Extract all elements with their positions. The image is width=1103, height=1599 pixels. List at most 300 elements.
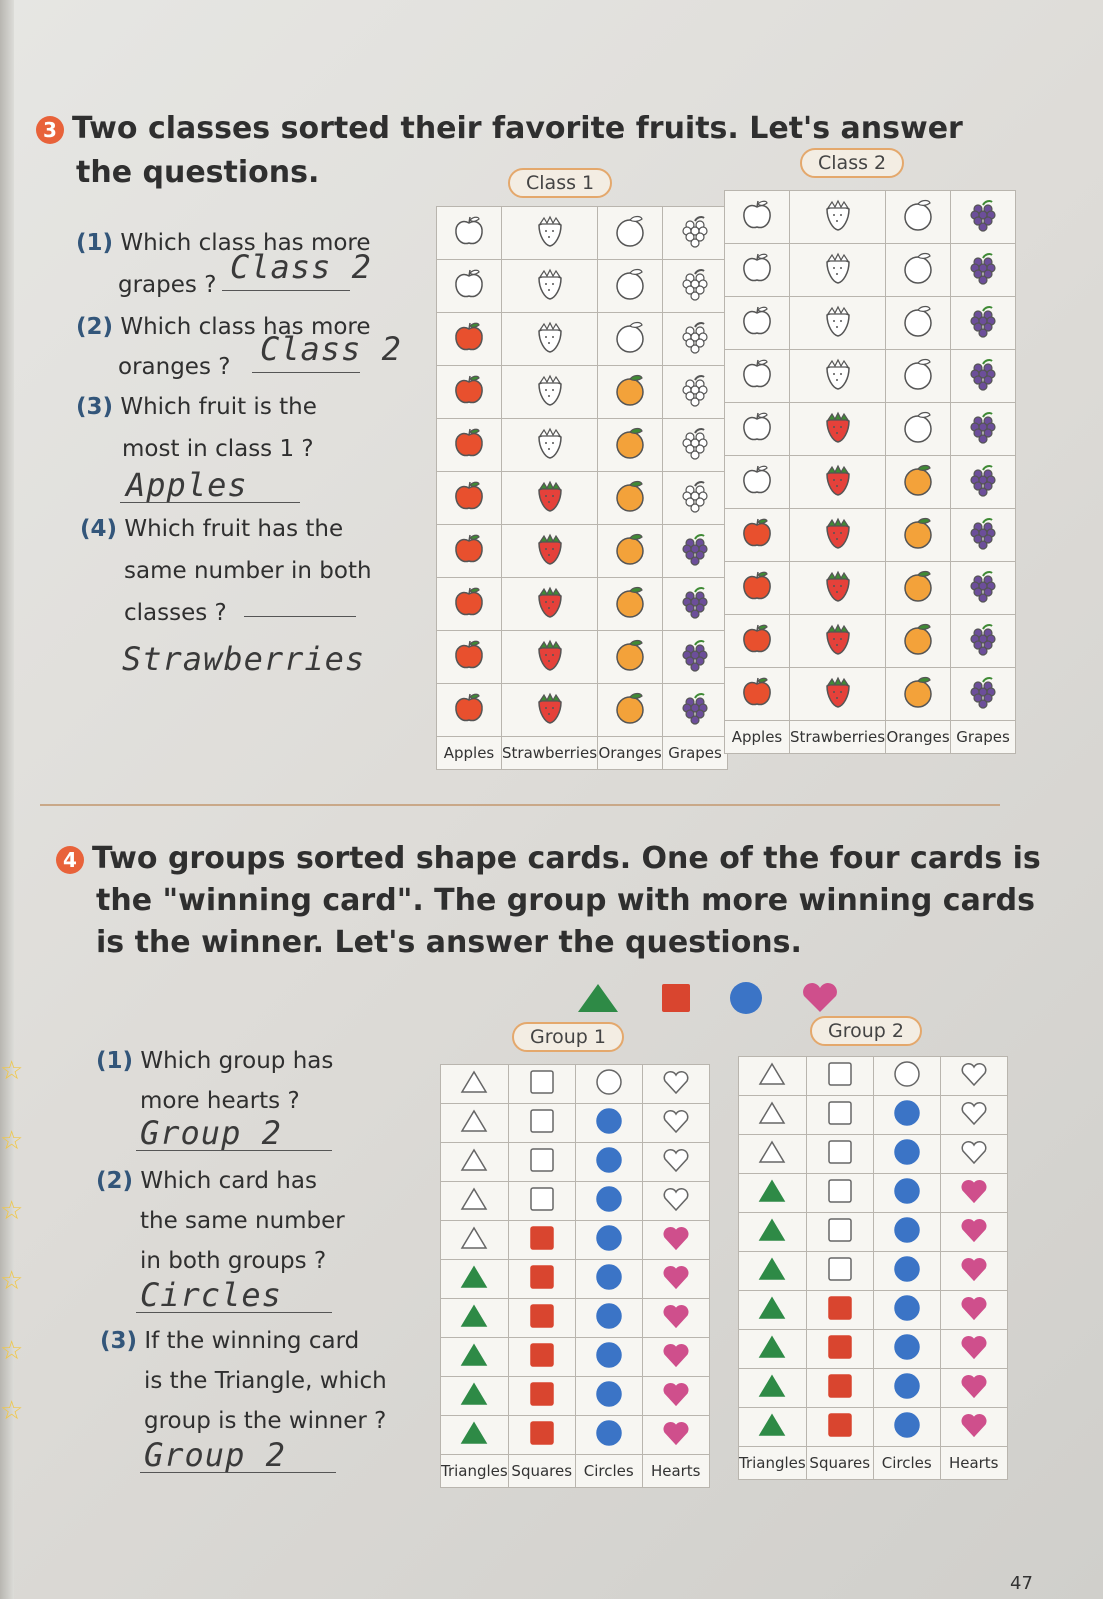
- apple-icon: [452, 214, 486, 248]
- circle-icon: [890, 1057, 924, 1091]
- q3-1-line2: grapes ?: [118, 272, 217, 298]
- triangle-icon: [457, 1143, 491, 1177]
- column-label: Hearts: [642, 1455, 709, 1488]
- strawberry-icon: [821, 622, 855, 656]
- grapes-icon: [966, 675, 1000, 709]
- square-icon: [525, 1299, 559, 1333]
- table-cell: [940, 1330, 1007, 1369]
- square-icon: [823, 1330, 857, 1364]
- q4-3-line1: (3) If the winning card: [100, 1328, 360, 1354]
- strawberry-icon: [533, 585, 567, 619]
- table-cell: [508, 1260, 575, 1299]
- table-cell: [663, 207, 728, 260]
- table-cell: [806, 1330, 873, 1369]
- grapes-icon: [966, 357, 1000, 391]
- table-cell: [725, 297, 790, 350]
- apple-icon: [740, 463, 774, 497]
- table-cell: [873, 1096, 940, 1135]
- table-cell: [502, 684, 598, 737]
- square-icon: [525, 1143, 559, 1177]
- table-cell: [886, 191, 951, 244]
- strawberry-icon: [821, 304, 855, 338]
- q3-1-line1: (1) Which class has more: [76, 230, 371, 256]
- circle-icon: [592, 1338, 626, 1372]
- table-row: [739, 1135, 1008, 1174]
- q3-2-line1: (2) Which class has more: [76, 314, 371, 340]
- circle-icon: [592, 1416, 626, 1450]
- heart-icon: [659, 1299, 693, 1333]
- q4-2-line2: the same number: [140, 1208, 345, 1234]
- table-cell: [437, 207, 502, 260]
- square-icon: [823, 1291, 857, 1325]
- circle-icon: [890, 1174, 924, 1208]
- table-row: [725, 668, 1016, 721]
- table-cell: [508, 1377, 575, 1416]
- square-icon: [525, 1338, 559, 1372]
- orange-icon: [613, 638, 647, 672]
- column-label: Squares: [806, 1447, 873, 1480]
- column-label: Grapes: [663, 737, 728, 770]
- table-cell: [725, 456, 790, 509]
- table-cell: [886, 668, 951, 721]
- table-cell: [806, 1096, 873, 1135]
- table-cell: [575, 1377, 642, 1416]
- q4-heading-line2: the "winning card". The group with more winning cards: [96, 883, 1035, 918]
- heart-icon: [659, 1182, 693, 1216]
- square-icon: [525, 1416, 559, 1450]
- table-cell: [739, 1213, 807, 1252]
- table-cell: [739, 1330, 807, 1369]
- q4-3-answer[interactable]: Group 2: [144, 1436, 286, 1474]
- table-cell: [951, 668, 1016, 721]
- table-cell: [598, 578, 663, 631]
- q3-2-answer[interactable]: Class 2: [260, 330, 402, 368]
- table-cell: [441, 1260, 509, 1299]
- table-cell: [790, 456, 886, 509]
- q3-2-line2: oranges ?: [118, 354, 231, 380]
- q4-1-answer-line: [136, 1150, 332, 1151]
- q4-2-line3: in both groups ?: [140, 1248, 327, 1274]
- table-cell: [886, 456, 951, 509]
- table-cell: [441, 1104, 509, 1143]
- grapes-icon: [966, 569, 1000, 603]
- table-cell: [940, 1213, 1007, 1252]
- circle-icon: [890, 1252, 924, 1286]
- column-label: Grapes: [951, 721, 1016, 754]
- table-cell: [951, 244, 1016, 297]
- column-label: Hearts: [940, 1447, 1007, 1480]
- square-icon: [823, 1057, 857, 1091]
- table-cell: [886, 509, 951, 562]
- table-cell: [437, 260, 502, 313]
- column-label: Apples: [437, 737, 502, 770]
- q3-heading-line2: the questions.: [76, 155, 320, 190]
- triangle-icon: [755, 1408, 789, 1442]
- table-cell: [575, 1065, 642, 1104]
- square-icon: [525, 1065, 559, 1099]
- table-cell: [642, 1143, 709, 1182]
- apple-icon: [740, 622, 774, 656]
- table-cell: [575, 1143, 642, 1182]
- table-cell: [951, 562, 1016, 615]
- table-cell: [437, 472, 502, 525]
- table-cell: [790, 350, 886, 403]
- q3-1-answer[interactable]: Class 2: [230, 248, 372, 286]
- orange-icon: [613, 585, 647, 619]
- q4-2-answer[interactable]: Circles: [140, 1276, 282, 1314]
- table-cell: [790, 668, 886, 721]
- table-cell: [886, 297, 951, 350]
- q4-3-line2: is the Triangle, which: [144, 1368, 387, 1394]
- strawberry-icon: [533, 638, 567, 672]
- table-cell: [502, 260, 598, 313]
- grapes-icon: [966, 410, 1000, 444]
- q4-number-badge: 4: [56, 846, 84, 874]
- heart-icon: [957, 1252, 991, 1286]
- circle-icon: [592, 1182, 626, 1216]
- table-row: [725, 297, 1016, 350]
- table-row: [437, 260, 728, 313]
- grapes-icon: [678, 373, 712, 407]
- table-cell: [598, 684, 663, 737]
- orange-icon: [613, 479, 647, 513]
- column-label-row: [725, 721, 1016, 754]
- table-row: [739, 1174, 1008, 1213]
- grapes-icon: [678, 320, 712, 354]
- table-cell: [663, 472, 728, 525]
- orange-icon: [613, 267, 647, 301]
- table-cell: [951, 297, 1016, 350]
- heart-icon: [957, 1369, 991, 1403]
- table-row: [739, 1330, 1008, 1369]
- table-cell: [598, 472, 663, 525]
- q3-4-line2: same number in both: [124, 558, 372, 584]
- q4-3-answer-line: [140, 1472, 336, 1473]
- orange-icon: [901, 569, 935, 603]
- apple-icon: [740, 357, 774, 391]
- table-cell: [437, 366, 502, 419]
- table-cell: [806, 1291, 873, 1330]
- q4-heading-line1: 4 Two groups sorted shape cards. One of the four cards is: [56, 838, 1041, 880]
- q3-2-answer-line: [252, 372, 360, 373]
- heart-icon: [957, 1291, 991, 1325]
- table-cell: [598, 313, 663, 366]
- table-cell: [508, 1065, 575, 1104]
- square-icon: [823, 1369, 857, 1403]
- strawberry-icon: [821, 516, 855, 550]
- apple-icon: [452, 585, 486, 619]
- heart-icon: [659, 1416, 693, 1450]
- q4-1-line2: more hearts ?: [140, 1088, 300, 1114]
- table-cell: [502, 472, 598, 525]
- strawberry-icon: [533, 532, 567, 566]
- triangle-icon: [457, 1377, 491, 1411]
- heart-icon: [957, 1213, 991, 1247]
- table-cell: [940, 1057, 1007, 1096]
- table-cell: [873, 1057, 940, 1096]
- table-cell: [951, 615, 1016, 668]
- table-cell: [873, 1135, 940, 1174]
- column-label-row: [441, 1455, 710, 1488]
- triangle-icon: [755, 1291, 789, 1325]
- grapes-icon: [966, 463, 1000, 497]
- heart-icon: [957, 1408, 991, 1442]
- apple-icon: [740, 410, 774, 444]
- q4-2-line1: (2) Which card has: [96, 1168, 317, 1194]
- circle-icon: [890, 1135, 924, 1169]
- table-cell: [806, 1369, 873, 1408]
- orange-icon: [613, 426, 647, 460]
- strawberry-icon: [533, 479, 567, 513]
- heart-icon: [659, 1065, 693, 1099]
- column-label: Circles: [873, 1447, 940, 1480]
- table-row: [437, 525, 728, 578]
- group1-label: Group 1: [512, 1022, 624, 1052]
- heart-icon: [957, 1330, 991, 1364]
- square-icon: [823, 1408, 857, 1442]
- table-cell: [739, 1252, 807, 1291]
- q3-heading-line1: 3 Two classes sorted their favorite fruits. Let's answer: [36, 108, 963, 150]
- table-cell: [725, 350, 790, 403]
- circle-icon: [890, 1408, 924, 1442]
- table-row: [739, 1369, 1008, 1408]
- class2-label: Class 2: [800, 148, 904, 178]
- table-cell: [725, 244, 790, 297]
- table-cell: [598, 260, 663, 313]
- square-icon: [823, 1096, 857, 1130]
- triangle-icon: [755, 1135, 789, 1169]
- table-row: [725, 403, 1016, 456]
- grapes-icon: [966, 198, 1000, 232]
- table-cell: [508, 1221, 575, 1260]
- table-cell: [790, 562, 886, 615]
- q3-1-answer-line: [222, 290, 350, 291]
- apple-icon: [740, 251, 774, 285]
- apple-icon: [452, 267, 486, 301]
- heart-icon: [957, 1057, 991, 1091]
- table-cell: [502, 419, 598, 472]
- table-row: [739, 1408, 1008, 1447]
- orange-icon: [613, 691, 647, 725]
- table-cell: [663, 631, 728, 684]
- table-cell: [642, 1104, 709, 1143]
- table-cell: [806, 1174, 873, 1213]
- apple-icon: [740, 569, 774, 603]
- table-cell: [886, 244, 951, 297]
- table-cell: [886, 403, 951, 456]
- strawberry-icon: [821, 675, 855, 709]
- group1-shape-table: [440, 1064, 710, 1488]
- grapes-icon: [678, 479, 712, 513]
- table-cell: [806, 1408, 873, 1447]
- triangle-icon: [755, 1057, 789, 1091]
- table-row: [437, 684, 728, 737]
- triangle-icon: [457, 1299, 491, 1333]
- table-row: [441, 1065, 710, 1104]
- table-cell: [951, 191, 1016, 244]
- table-cell: [642, 1182, 709, 1221]
- grapes-icon: [966, 516, 1000, 550]
- apple-icon: [452, 426, 486, 460]
- triangle-icon: [755, 1369, 789, 1403]
- orange-icon: [901, 516, 935, 550]
- heart-icon: [659, 1143, 693, 1177]
- apple-icon: [452, 479, 486, 513]
- triangle-icon: [457, 1260, 491, 1294]
- triangle-icon: [755, 1330, 789, 1364]
- column-label: Oranges: [886, 721, 951, 754]
- table-cell: [508, 1182, 575, 1221]
- orange-icon: [613, 214, 647, 248]
- circle-icon: [592, 1260, 626, 1294]
- square-icon: [525, 1182, 559, 1216]
- square-icon: [823, 1135, 857, 1169]
- table-cell: [441, 1221, 509, 1260]
- strawberry-icon: [821, 410, 855, 444]
- table-cell: [642, 1221, 709, 1260]
- grapes-icon: [678, 426, 712, 460]
- strawberry-icon: [821, 357, 855, 391]
- table-cell: [441, 1377, 509, 1416]
- grapes-icon: [678, 214, 712, 248]
- orange-icon: [613, 373, 647, 407]
- table-cell: [642, 1338, 709, 1377]
- table-cell: [739, 1369, 807, 1408]
- table-cell: [940, 1408, 1007, 1447]
- table-cell: [502, 366, 598, 419]
- table-row: [437, 472, 728, 525]
- orange-icon: [613, 532, 647, 566]
- star-icon: ☆: [0, 1056, 24, 1086]
- q3-3-answer-line: [120, 502, 300, 503]
- column-label: Strawberries: [502, 737, 598, 770]
- table-cell: [663, 578, 728, 631]
- circle-icon: [592, 1221, 626, 1255]
- circle-icon: [592, 1143, 626, 1177]
- table-cell: [575, 1182, 642, 1221]
- table-cell: [873, 1330, 940, 1369]
- table-cell: [437, 419, 502, 472]
- table-row: [739, 1291, 1008, 1330]
- table-row: [725, 350, 1016, 403]
- table-cell: [725, 191, 790, 244]
- table-cell: [951, 509, 1016, 562]
- strawberry-icon: [533, 214, 567, 248]
- table-row: [437, 207, 728, 260]
- table-row: [725, 191, 1016, 244]
- q3-3-line1: (3) Which fruit is the: [76, 394, 317, 420]
- group2-shape-table: [738, 1056, 1008, 1480]
- table-row: [437, 631, 728, 684]
- heart-icon: [659, 1104, 693, 1138]
- star-icon: ☆: [0, 1266, 24, 1296]
- table-cell: [598, 525, 663, 578]
- table-cell: [663, 419, 728, 472]
- column-label: Oranges: [598, 737, 663, 770]
- table-cell: [940, 1174, 1007, 1213]
- table-cell: [437, 684, 502, 737]
- table-cell: [437, 525, 502, 578]
- table-cell: [598, 631, 663, 684]
- square-icon: [525, 1377, 559, 1411]
- square-icon: [823, 1174, 857, 1208]
- table-cell: [441, 1416, 509, 1455]
- q3-3-answer[interactable]: Apples: [126, 466, 248, 504]
- square-icon: [823, 1252, 857, 1286]
- table-cell: [806, 1135, 873, 1174]
- table-cell: [951, 456, 1016, 509]
- table-cell: [598, 419, 663, 472]
- triangle-icon: [578, 984, 618, 1012]
- table-cell: [873, 1369, 940, 1408]
- circle-icon: [592, 1065, 626, 1099]
- table-cell: [575, 1416, 642, 1455]
- table-cell: [598, 366, 663, 419]
- table-cell: [790, 509, 886, 562]
- strawberry-icon: [533, 267, 567, 301]
- column-label: Strawberries: [790, 721, 886, 754]
- triangle-icon: [755, 1252, 789, 1286]
- table-row: [441, 1143, 710, 1182]
- table-cell: [598, 207, 663, 260]
- circle-icon: [890, 1291, 924, 1325]
- table-cell: [739, 1408, 807, 1447]
- table-cell: [502, 631, 598, 684]
- table-cell: [575, 1299, 642, 1338]
- table-row: [725, 615, 1016, 668]
- strawberry-icon: [821, 198, 855, 232]
- column-label: Circles: [575, 1455, 642, 1488]
- table-cell: [441, 1065, 509, 1104]
- table-cell: [790, 191, 886, 244]
- table-cell: [508, 1338, 575, 1377]
- heart-icon: [957, 1174, 991, 1208]
- strawberry-icon: [533, 320, 567, 354]
- triangle-icon: [457, 1338, 491, 1372]
- strawberry-icon: [821, 569, 855, 603]
- table-cell: [886, 350, 951, 403]
- table-row: [437, 419, 728, 472]
- table-cell: [663, 260, 728, 313]
- table-cell: [725, 562, 790, 615]
- table-cell: [663, 366, 728, 419]
- apple-icon: [740, 516, 774, 550]
- table-cell: [940, 1369, 1007, 1408]
- table-cell: [502, 313, 598, 366]
- q4-1-line1: (1) Which group has: [96, 1048, 334, 1074]
- column-label: Triangles: [441, 1455, 509, 1488]
- table-row: [441, 1299, 710, 1338]
- star-icon: ☆: [0, 1126, 24, 1156]
- column-label: Apples: [725, 721, 790, 754]
- star-icon: ☆: [0, 1336, 24, 1366]
- table-row: [739, 1213, 1008, 1252]
- table-cell: [790, 403, 886, 456]
- circle-icon: [890, 1096, 924, 1130]
- table-row: [437, 578, 728, 631]
- q4-1-answer[interactable]: Group 2: [140, 1114, 282, 1152]
- q4-3-line3: group is the winner ?: [144, 1408, 387, 1434]
- grapes-icon: [678, 638, 712, 672]
- table-cell: [739, 1291, 807, 1330]
- heart-icon: [659, 1221, 693, 1255]
- table-row: [441, 1377, 710, 1416]
- table-cell: [739, 1174, 807, 1213]
- q3-4-answer[interactable]: Strawberries: [122, 640, 366, 678]
- table-row: [441, 1182, 710, 1221]
- star-icon: ☆: [0, 1396, 24, 1426]
- circle-icon: [890, 1369, 924, 1403]
